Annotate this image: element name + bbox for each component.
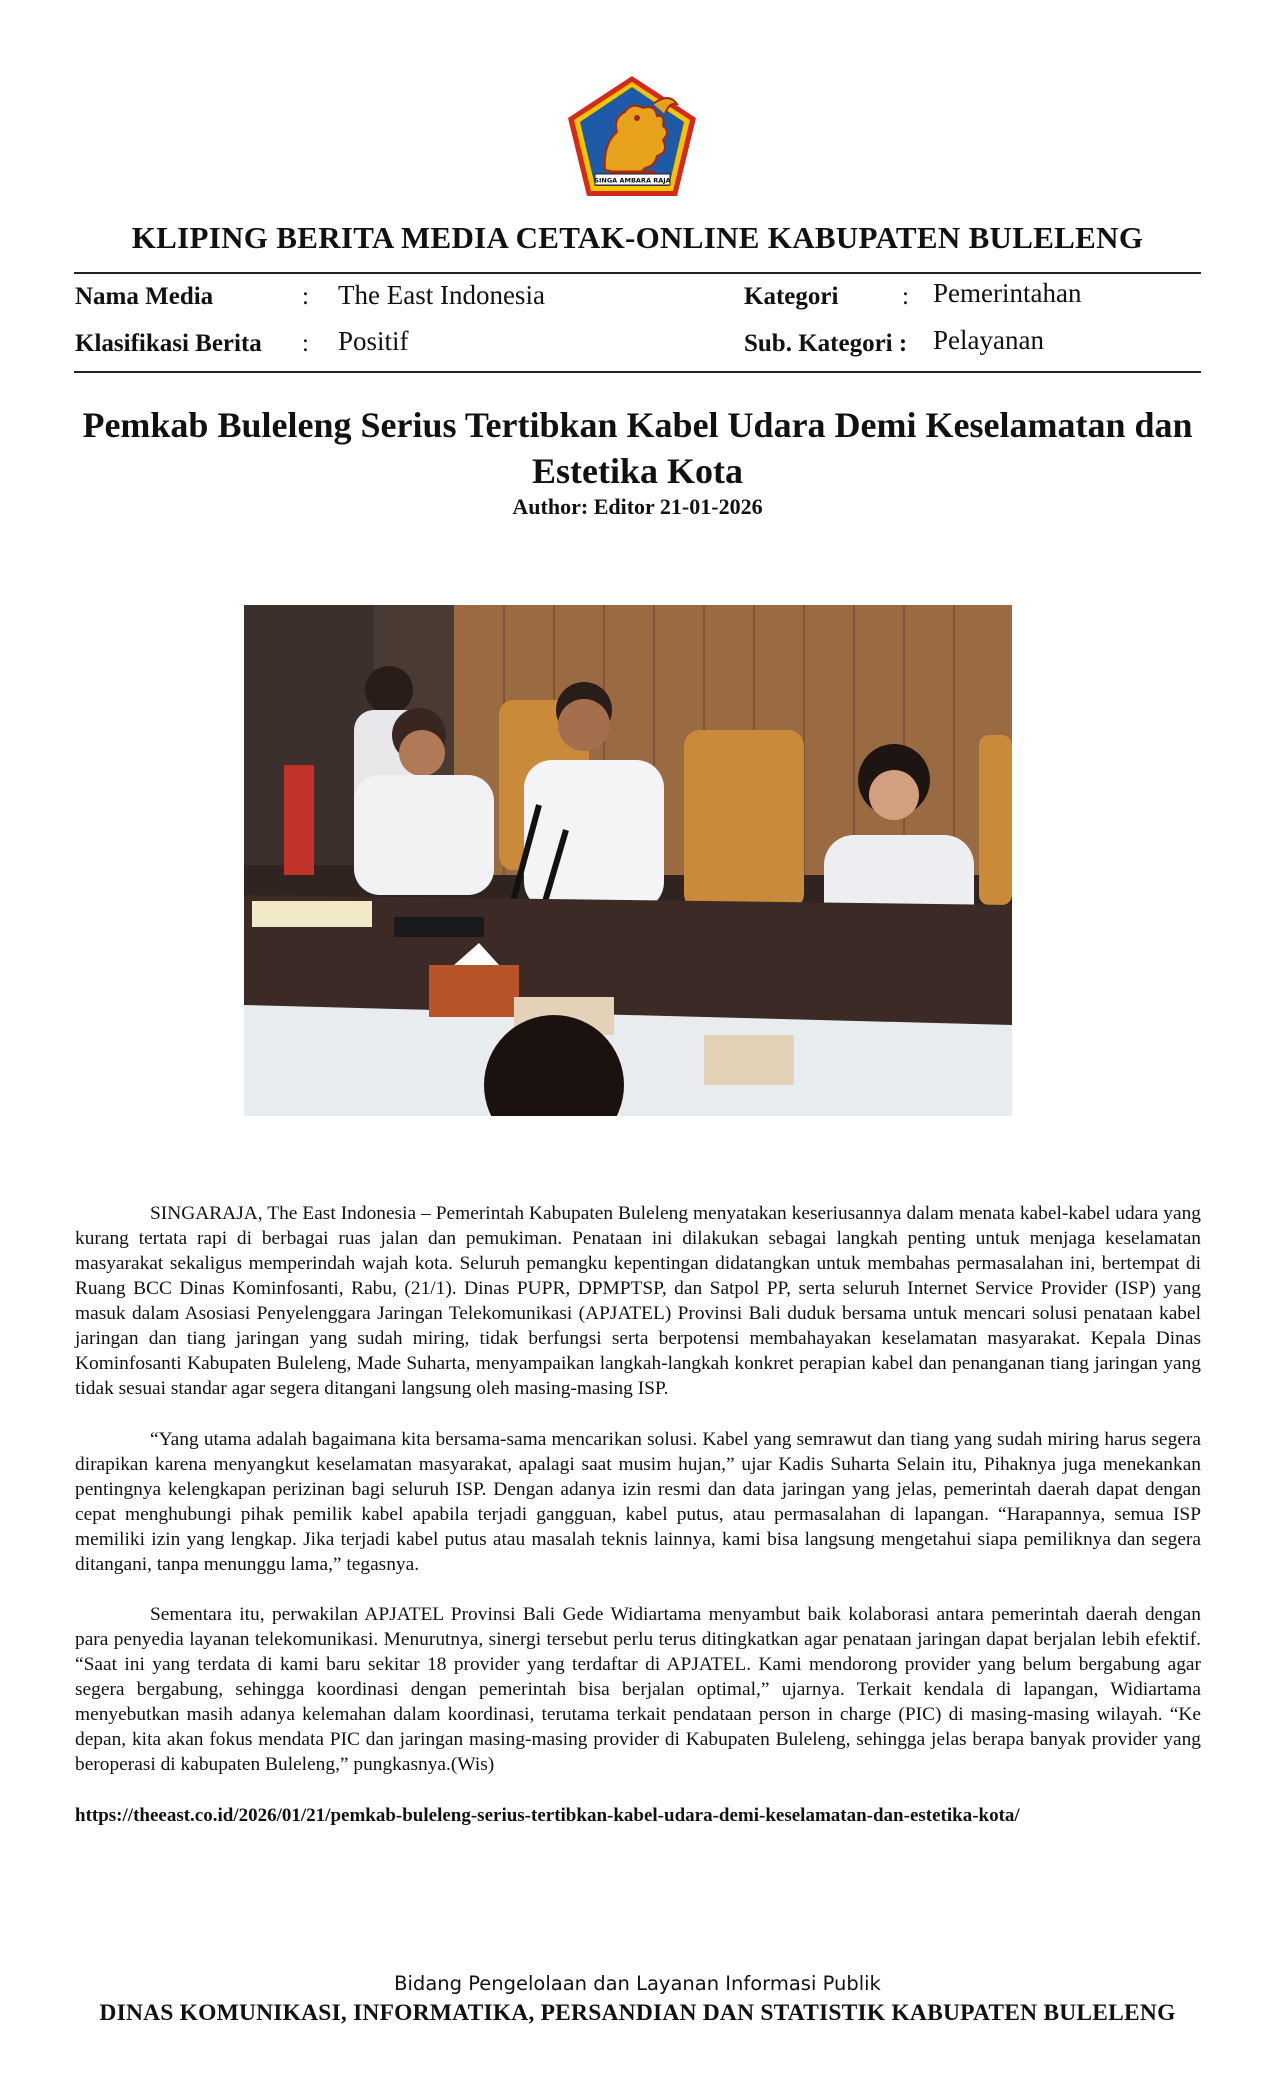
- nama-media-value: The East Indonesia: [338, 280, 545, 310]
- kategori-colon: :: [902, 283, 909, 310]
- source-link[interactable]: https://theeast.co.id/2026/01/21/pemkab-buleleng-serius-tertibkan-kabel-udara-demi-keselamatan-dan-estetika-kota/: [75, 1805, 1020, 1826]
- sub-kategori-label: Sub. Kategori :: [744, 330, 908, 357]
- logo-motto: SINGA AMBARA RAJA: [594, 176, 671, 185]
- klasifikasi-colon: :: [302, 330, 309, 357]
- nama-media-label: Nama Media: [75, 283, 214, 310]
- footer-division: Bidang Pengelolaan dan Layanan Informasi Publik: [394, 1972, 881, 1995]
- article-body: [75, 1201, 1201, 1401]
- article-byline: Author: Editor 21-01-2026: [512, 494, 763, 519]
- article-paragraph: Sementara itu, perwakilan APJATEL Provinsi Bali Gede Widiartama menyambut baik kolaborasi antara pemerintah daerah dengan para penyedia layanan telekomunikasi. Menurutnya, sinergi tersebut perlu terus ditingkatkan agar penataan jaringan dapat berjalan lebih efektif. “Saat ini yang terdata di kami baru sekitar 18 provider yang terdaftar di APJATEL. Kami mendorong provider yang belum bergabung agar segera bergabung, sehingga koordinasi dengan pemerintah bisa berjalan optimal,” ujarnya. Terkait kendala di lapangan, Widiartama menyebutkan masih adanya kelemahan dalam koordinasi, terutama terkait pendataan person in charge (PIC) di masing-masing wilayah. “Ke depan, kita akan fokus mendata PIC dan jaringan masing-masing provider di Kabupaten Buleleng, sehingga jelas berapa banyak provider yang beroperasi di kabupaten Buleleng,” pungkasnya.(Wis): [75, 1604, 1201, 1775]
- coat-of-arms-icon: [565, 74, 700, 202]
- header-rule-top: [74, 272, 1201, 274]
- article-body-3: [75, 1602, 1201, 1777]
- kategori-label: Kategori: [744, 283, 839, 310]
- kategori-value: Pemerintahan: [933, 278, 1082, 308]
- article-headline: Pemkab Buleleng Serius Tertibkan Kabel Udara Demi Keselamatan dan Estetika Kota: [82, 405, 1193, 491]
- header-rule-bottom: [74, 371, 1201, 373]
- sub-kategori-value: Pelayanan: [933, 325, 1044, 355]
- article-photo: [244, 605, 1012, 1116]
- meeting-photo-illustration: [244, 605, 1012, 1116]
- klasifikasi-value: Positif: [338, 326, 409, 356]
- buleleng-logo: [565, 74, 700, 202]
- article-paragraph: SINGARAJA, The East Indonesia – Pemerintah Kabupaten Buleleng menyatakan keseriusannya dalam menata kabel-kabel udara yang kurang tertata rapi di berbagai ruas jalan dan pemukiman. Penataan ini dilakukan sebagai langkah penting untuk menjaga keselamatan masyarakat sekaligus memperindah wajah kota. Seluruh pemangku kepentingan didatangkan untuk membahas permasalahan ini, bertempat di Ruang BCC Dinas Kominfosanti, Rabu, (21/1). Dinas PUPR, DPMPTSP, dan Satpol PP, serta seluruh Internet Service Provider (ISP) yang masuk dalam Asosiasi Penyelenggara Jaringan Telekomunikasi (APJATEL) Provinsi Bali duduk bersama untuk mencari solusi penataan kabel jaringan dan tiang jaringan yang sudah miring, tidak berfungsi serta berpotensi membahayakan keselamatan masyarakat. Kepala Dinas Kominfosanti Kabupaten Buleleng, Made Suharta, menyampaikan langkah-langkah konkret perapian kabel dan penanganan tiang jaringan yang tidak sesuai standar agar segera ditangani langsung oleh masing-masing ISP.: [75, 1203, 1201, 1399]
- kliping-title: KLIPING BERITA MEDIA CETAK-ONLINE KABUPATEN BULELENG: [131, 220, 1144, 255]
- article-paragraph: “Yang utama adalah bagaimana kita bersama-sama mencarikan solusi. Kabel yang semrawut dan tiang yang sudah miring harus segera dirapikan karena menyangkut keselamatan masyarakat, apalagi saat musim hujan,” ujar Kadis Suharta Selain itu, Pihaknya juga menekankan pentingnya kelengkapan perizinan bagi seluruh ISP. Dengan adanya izin resmi dan data jaringan yang jelas, pemerintah daerah dapat dengan cepat menghubungi pihak pemilik kabel apabila terjadi gangguan, kabel putus, atau permasalahan di lapangan. “Harapannya, semua ISP memiliki izin yang lengkap. Jika terjadi kabel putus atau masalah teknis lainnya, kami bisa langsung mengetahui siapa pemiliknya dan segera ditangani, tanpa menunggu lama,” tegasnya.: [75, 1429, 1201, 1575]
- footer-agency: DINAS KOMUNIKASI, INFORMATIKA, PERSANDIAN DAN STATISTIK KABUPATEN BULELENG: [99, 2000, 1176, 2026]
- article-body-2: [75, 1427, 1201, 1577]
- nama-media-colon: :: [302, 283, 309, 310]
- klasifikasi-label: Klasifikasi Berita: [75, 330, 262, 357]
